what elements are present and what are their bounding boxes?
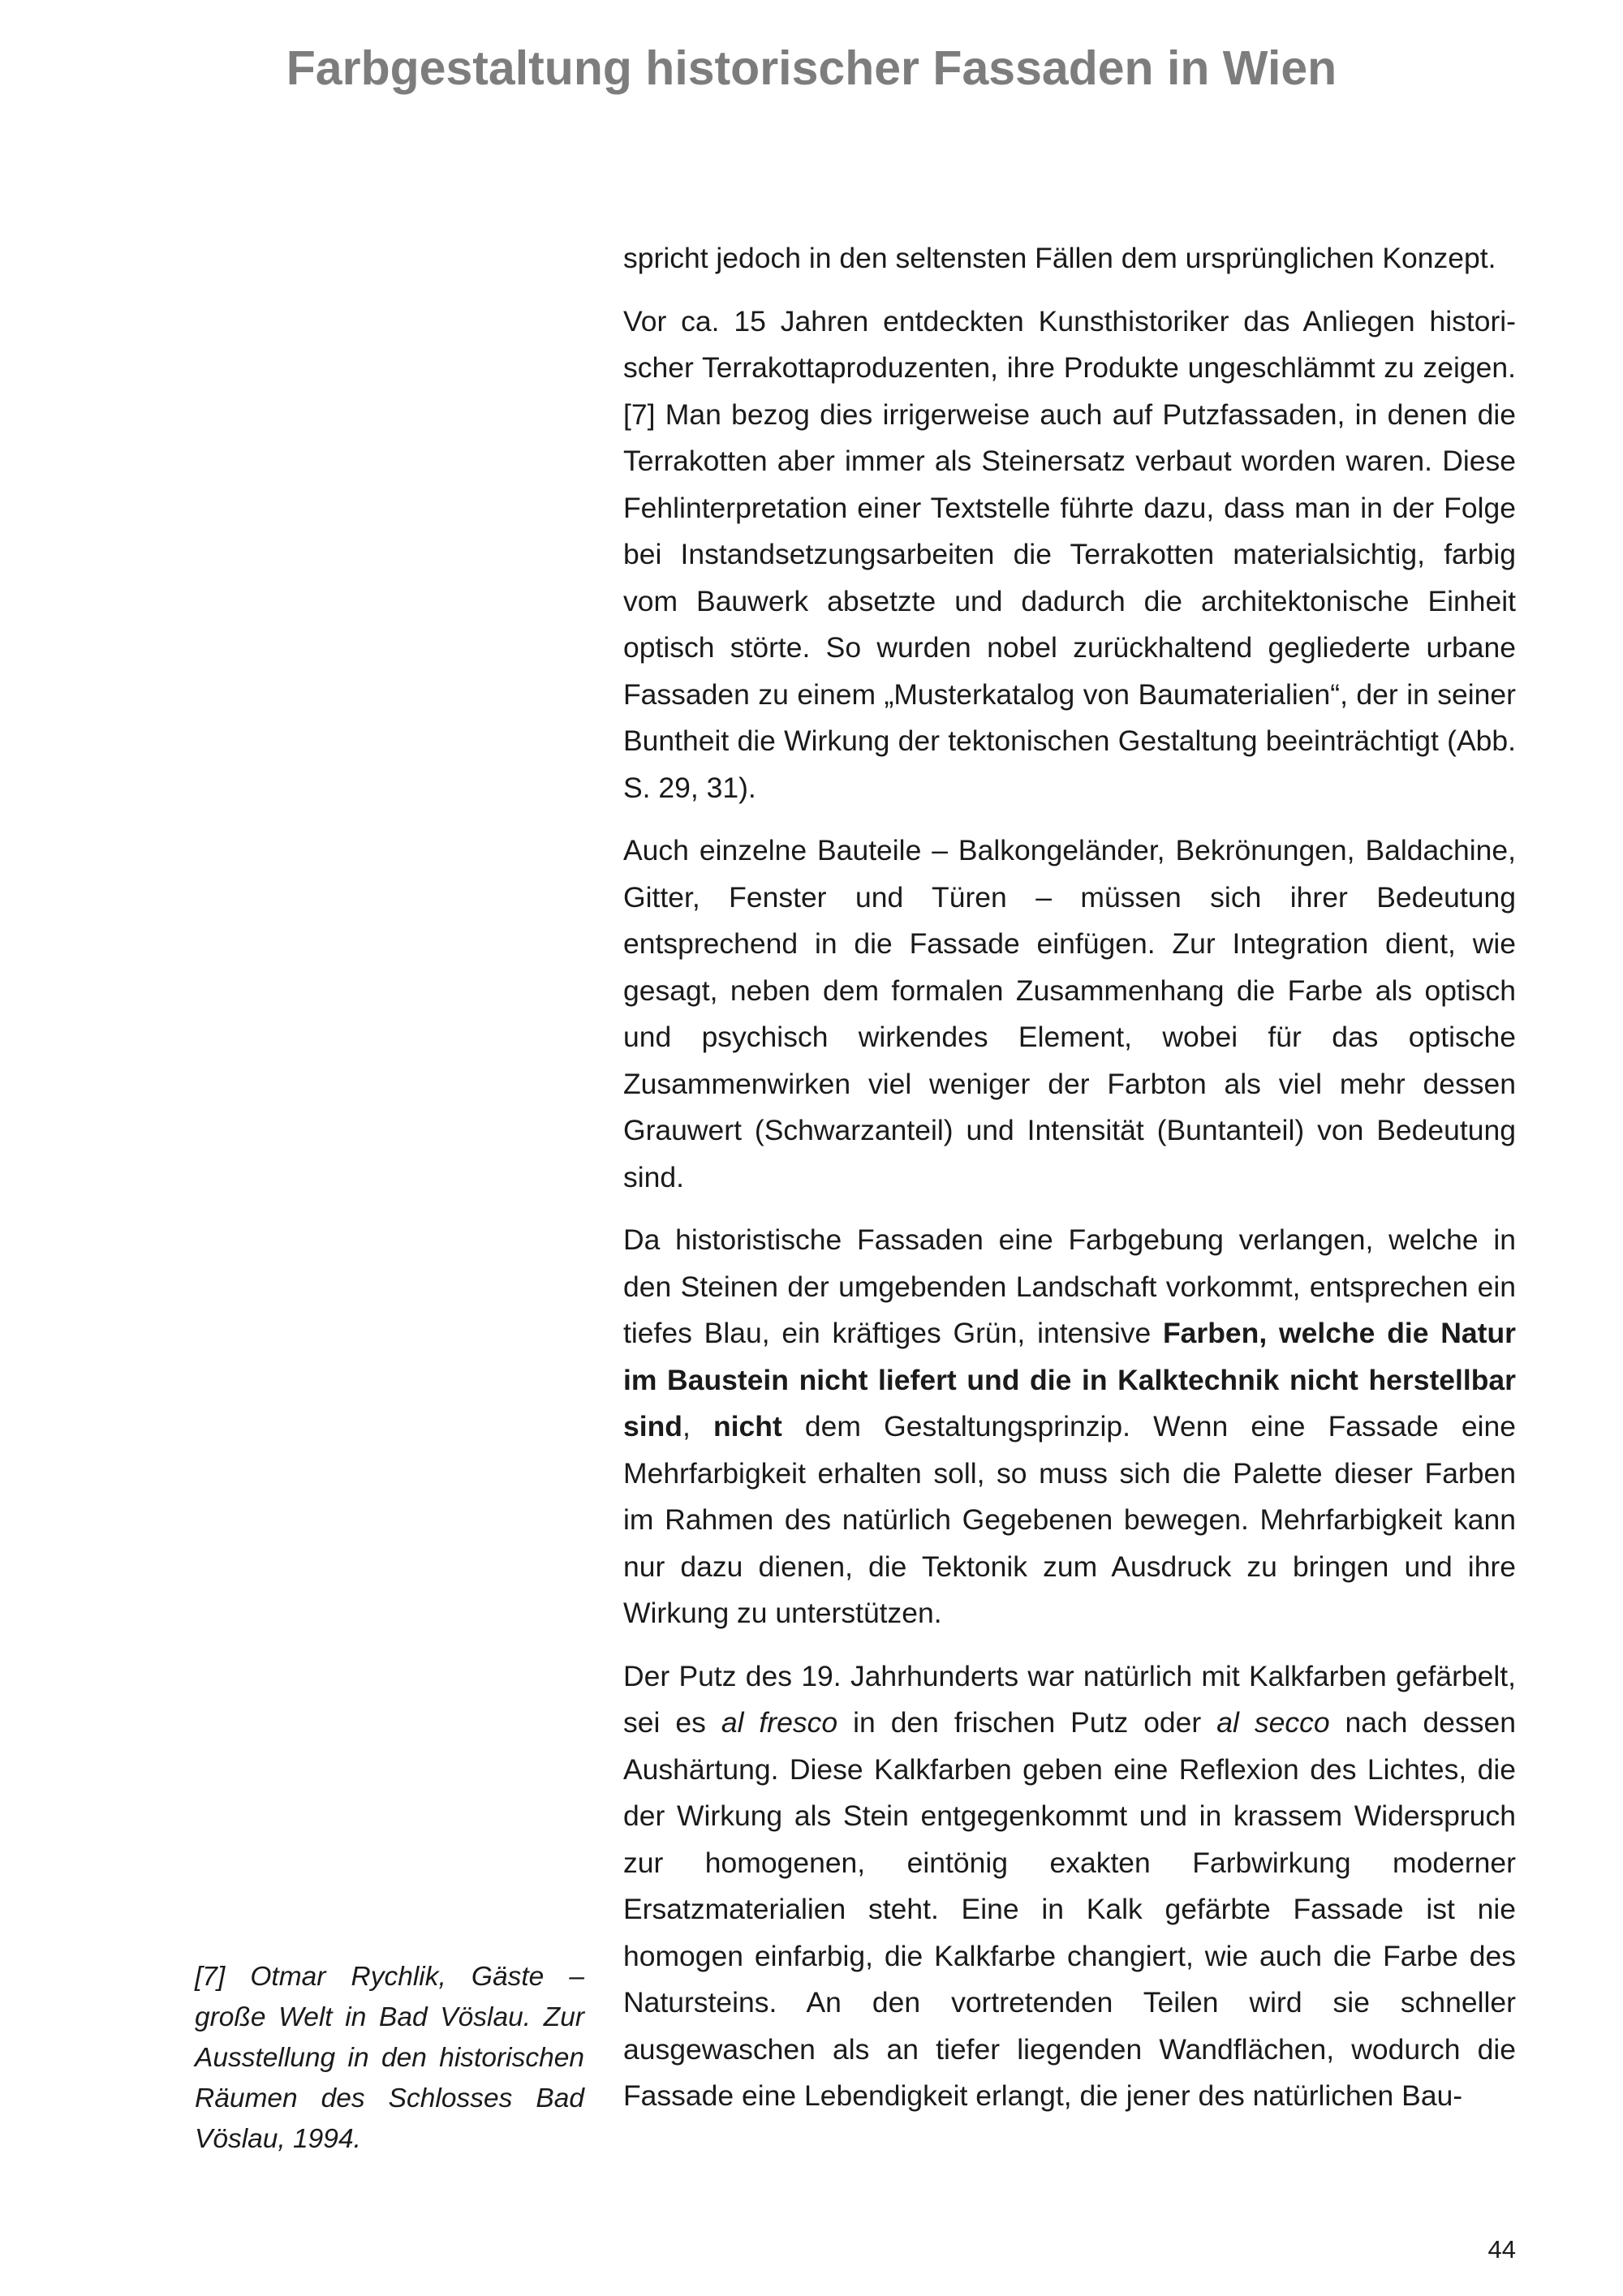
page-title: Farbgestaltung historischer Fassaden in Wien: [286, 41, 1337, 95]
paragraph-4-text: Da historistische Fassaden eine Farbgebung verlangen, welche in den Steinen der umgebenden Landschaft vorkommt, entsprechen ein tiefes Blau, ein kräftiges Grün, intensive: [623, 1223, 1516, 1349]
emphasis-bold: nicht: [712, 1410, 782, 1443]
paragraph-2: Vor ca. 15 Jahren entdeckten Kunsthistoriker das Anliegen historischer Terrakottaproduzenten, ihre Produkte ungeschlämmt zu zeigen. [7] Man bezog dies irrigerweise auch auf Putzfassaden, in denen die Terrakotten aber immer als Steinersatz verbaut worden waren. Diese Fehlinterpretation einer Textstelle führte dazu, dass man in der Folge bei Instandsetzungsarbeiten die Terrakotten materialsichtig, farbig vom Bauwerk absetzte und dadurch die architektonische Einheit optisch störte. So wurden nobel zurückhaltend gegliederte urbane Fassaden zu einem „Musterkatalog von Baumaterialien“, der in seiner Buntheit die Wirkung der tektonischen Gestaltung beeinträchtigt (Abb. S. 29, 31).: [623, 304, 1516, 804]
page-number: 44: [1487, 2235, 1516, 2264]
paragraph-4-text: ,: [682, 1410, 713, 1443]
emphasis-italic: al secco: [1216, 1706, 1330, 1739]
emphasis-italic: al fresco: [721, 1706, 838, 1739]
main-text: [623, 235, 1516, 2136]
paragraph-3: Auch einzelne Bauteile – Balkongeländer, Bekrönungen, Baldachine, Gitter, Fenster und Türen – müssen sich ihrer Bedeutung entsprechend in die Fassade einfügen. Zur Integration dient, wie gesagt, neben dem formalen Zusammenhang die Farbe als optisch und psychisch wirkendes Element, wobei für das optische Zusammenwirken viel weniger der Farbton als viel mehr dessen Grauwert (Schwarzanteil) und Intensität (Buntanteil) von Bedeutung sind.: [623, 834, 1516, 1193]
paragraph-4-text: dem Gestaltungsprinzip. Wenn eine Fassade eine Mehrfarbigkeit erhalten soll, so muss sich die Palette dieser Farben im Rahmen des natürlich Gegebenen bewegen. Mehrfarbigkeit kann nur dazu dienen, die Tektonik zum Ausdruck zu bringen und ihre Wirkung zu unterstützen.: [623, 1410, 1516, 1629]
paragraph-5-text: Der Putz des 19. Jahrhunderts war natürlich mit Kalkfarben gefärbelt, sei es: [623, 1659, 1516, 1739]
emphasis-bold: Farben, welche die Natur im Baustein nicht liefert und die in Kalktechnik nicht herstellbar sind: [623, 1317, 1516, 1443]
paragraph-5: [623, 1653, 1516, 2120]
paragraph-5-text: in den frischen Putz oder: [837, 1706, 1217, 1739]
paragraph-1: spricht jedoch in den seltensten Fällen dem ursprünglichen Konzept.: [623, 242, 1496, 274]
paragraph-4: [623, 1217, 1516, 1637]
footnote: [7] Otmar Rychlik, Gäste – große Welt in Bad Vöslau. Zur Ausstellung in den historischen Räumen des Schlosses Bad Vöslau, 1994.: [195, 1962, 584, 2154]
paragraph-5-text: nach dessen Aushärtung. Diese Kalkfarben geben eine Reflexion des Lichtes, die der Wirkung als Stein entgegenkommt und in krassem Widerspruch zur homogenen, eintönig exakten Farbwirkung moderner Ersatzmaterialien steht. Eine in Kalk gefärbte Fassade ist nie homogen einfarbig, die Kalkfarbe changiert, wie auch die Farbe des Natursteins. An den vortretenden Teilen wird sie schneller ausgewaschen als an tiefer liegenden Wandflächen, wodurch die Fassade eine Lebendigkeit erlangt, die jener des natürlichen Bau-: [623, 1706, 1516, 2112]
